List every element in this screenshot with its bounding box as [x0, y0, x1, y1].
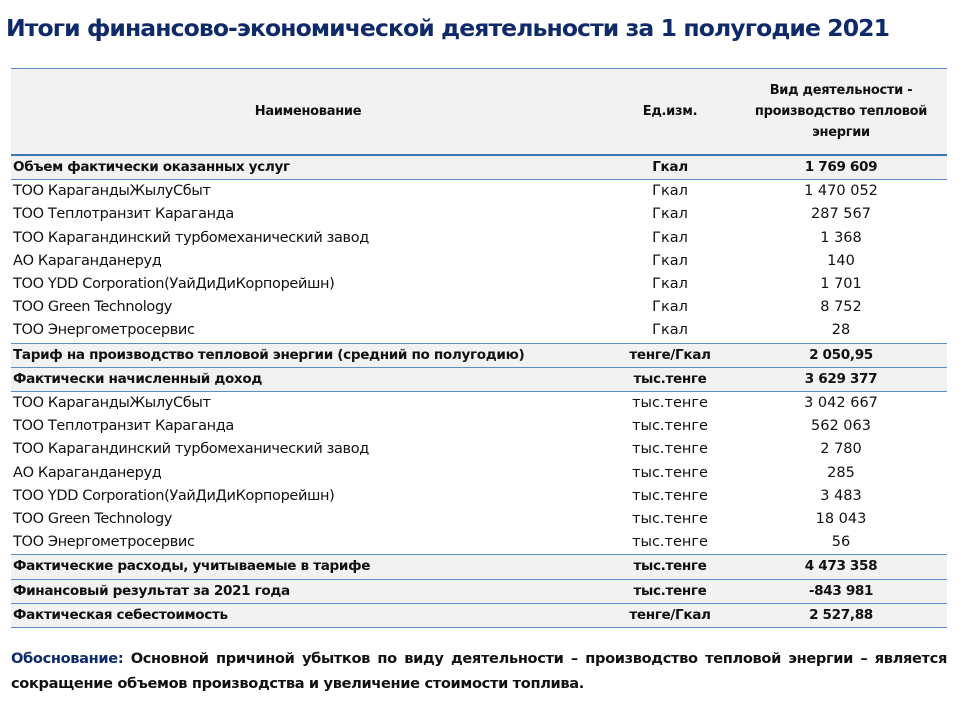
cell-unit: тыс.тенге	[632, 418, 708, 435]
cell-name: Объем фактически оказанных услуг	[13, 159, 290, 175]
table-row	[11, 438, 947, 461]
cell-name: Тариф на производство тепловой энергии (средний по полугодию)	[13, 346, 525, 363]
header-row	[11, 69, 947, 156]
page-title: Итоги финансово-экономической деятельности за 1 полугодие 2021	[6, 14, 890, 42]
table-row	[11, 319, 947, 343]
cell-value: 2 527,88	[809, 606, 873, 623]
cell-value: 1 368	[820, 229, 862, 246]
cell-value: 2 050,95	[809, 346, 873, 363]
cell-name: ТОО Green Technology	[13, 299, 173, 316]
cell-unit: тыс.тенге	[632, 441, 708, 458]
cell-unit: тыс.тенге	[632, 534, 708, 551]
cell-name: ТОО YDD Corporation(УайДиДиКорпорейшн)	[13, 487, 335, 504]
cell-unit: Гкал	[652, 206, 688, 223]
cell-name: Фактические расходы, учитываемые в тарифе	[13, 558, 371, 575]
cell-unit: Гкал	[652, 159, 688, 175]
cell-name: Фактически начисленный доход	[13, 370, 262, 387]
cell-unit: Гкал	[652, 322, 688, 339]
table-row	[11, 508, 947, 531]
cell-unit: тыс.тенге	[632, 487, 708, 504]
justification-note	[11, 646, 947, 696]
cell-value: 287 567	[811, 206, 871, 223]
cell-name: ТОО Теплотранзит Караганда	[13, 418, 234, 435]
table-row-summary	[11, 343, 947, 367]
cell-value: 1 470 052	[804, 183, 878, 200]
financial-results-table	[11, 68, 947, 628]
table-row	[11, 250, 947, 273]
cell-value: 8 752	[820, 299, 862, 316]
cell-value: 56	[831, 534, 851, 551]
table-row	[11, 531, 947, 555]
cell-unit: Гкал	[652, 229, 688, 246]
cell-value: 1 769 609	[804, 159, 878, 175]
cell-name: ТОО Green Technology	[13, 511, 173, 528]
cell-name: АО Караганданеруд	[13, 464, 162, 481]
table-row	[11, 296, 947, 319]
header-value: Вид деятельности - производство тепловой энергии	[754, 83, 928, 140]
cell-unit: тыс.тенге	[632, 464, 708, 481]
cell-unit: тыс.тенге	[632, 511, 708, 528]
cell-value: 3 483	[820, 487, 862, 504]
table-row	[11, 227, 947, 250]
cell-value: -843 981	[808, 582, 874, 599]
cell-name: ТОО Карагандинский турбомеханический завод	[13, 441, 369, 458]
cell-value: 562 063	[811, 418, 871, 435]
table-row	[11, 415, 947, 438]
cell-unit: Гкал	[652, 183, 688, 200]
cell-unit: Гкал	[652, 276, 688, 293]
table-row	[11, 462, 947, 485]
cell-unit: тыс.тенге	[633, 558, 707, 575]
cell-unit: Гкал	[652, 252, 688, 269]
cell-unit: тыс.тенге	[633, 582, 707, 599]
cell-name: ТОО Энергометросервис	[13, 534, 195, 551]
cell-unit: тыс.тенге	[633, 370, 707, 387]
cell-value: 4 473 358	[804, 558, 878, 575]
note-label: Обоснование:	[11, 650, 124, 667]
cell-value: 1 701	[820, 276, 862, 293]
table-row	[11, 203, 947, 226]
cell-unit: тенге/Гкал	[629, 346, 711, 363]
header-name: Наименование	[254, 104, 362, 119]
note-text: Основной причиной убытков по виду деятельности – производство тепловой энергии – является сокращение объемов производства и увеличение стоимости топлива.	[11, 650, 947, 692]
table-row	[11, 180, 947, 204]
cell-value: 3 042 667	[804, 395, 878, 412]
table-row	[11, 392, 947, 416]
table-row-summary	[11, 155, 947, 180]
table-row-summary	[11, 579, 947, 603]
table-row	[11, 273, 947, 296]
cell-name: ТОО YDD Corporation(УайДиДиКорпорейшн)	[13, 276, 335, 293]
cell-unit: тенге/Гкал	[629, 606, 711, 623]
header-unit: Ед.изм.	[642, 104, 698, 119]
cell-value: 285	[827, 464, 855, 481]
cell-name: ТОО Карагандинский турбомеханический завод	[13, 229, 369, 246]
cell-value: 18 043	[815, 511, 867, 528]
cell-unit: Гкал	[652, 299, 688, 316]
cell-value: 28	[831, 322, 851, 339]
table-row	[11, 485, 947, 508]
table-row-summary	[11, 367, 947, 391]
cell-unit: тыс.тенге	[632, 395, 708, 412]
cell-name: Фактическая себестоимость	[13, 606, 228, 623]
table-body	[11, 155, 947, 628]
cell-name: АО Караганданеруд	[13, 252, 162, 269]
table-header	[11, 69, 947, 156]
table-row-summary	[11, 603, 947, 627]
cell-value: 2 780	[820, 441, 862, 458]
cell-name: ТОО Теплотранзит Караганда	[13, 206, 234, 223]
cell-name: Финансовый результат за 2021 года	[13, 582, 290, 599]
table-row-summary	[11, 555, 947, 579]
cell-name: ТОО КарагандыЖылуСбыт	[13, 395, 211, 412]
cell-name: ТОО КарагандыЖылуСбыт	[13, 183, 211, 200]
cell-value: 140	[827, 252, 855, 269]
cell-value: 3 629 377	[804, 370, 878, 387]
cell-name: ТОО Энергометросервис	[13, 322, 195, 339]
